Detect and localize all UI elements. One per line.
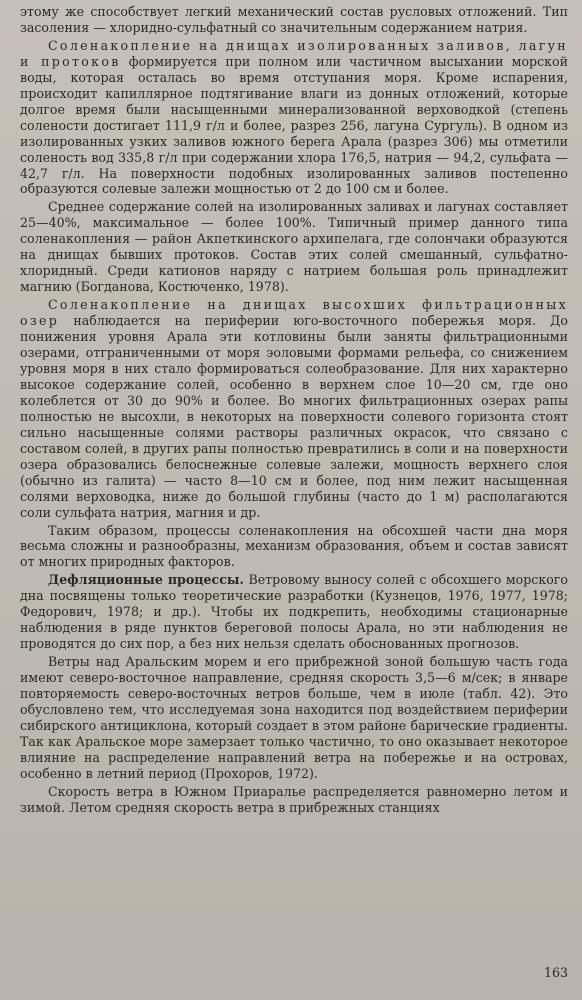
paragraph-text: Ветры над Аральским морем и его прибрежной зоной большую часть года имеют северо-восточное направление, средняя скорость 3,5—6 м/сек; в январе повторяемость северо-восточных ветров больше, чем в июле (табл. 42). Это обусловлено тем, что исследуемая зона находится под воздействием периферии сибирского антициклона, который создает в этом районе барические градиенты. Так как Аральское море замерзает только частично, то оно оказывает некоторое влияние на распределение направлений ветра на побережье и на островах, особенно в летний период (Прохоров, 1972). xyxy=(20,654,568,781)
paragraph-text: Среднее содержание солей на изолированных заливах и лагунах составляет 25—40%, максимальное — более 100%. Типичный пример данного типа соленакопления — район Акпеткинского архипелага, где солончаки образуются на днищах бывших протоков. Состав этих солей смешанный, сульфатно-хлоридный. Среди катионов наряду с натрием большая роль принадлежит магнию (Богданова, Костюченко, 1978). xyxy=(20,199,568,295)
spaced-term: Соленакопление на днищах высохших фильтрационных озер xyxy=(20,297,568,329)
spaced-term: Соленакопление на днищах изолированных заливов, лагун и протоков xyxy=(20,37,568,69)
paragraph-8 xyxy=(20,784,568,816)
paragraph-text: Ветровому выносу солей с обсохшего морского дна посвящены только теоретические разработки (Кузнецов, 1976, 1977, 1978; Федорович, 1978; и др.). Чтобы их подкрепить, необходимы стационарные наблюдения в ряде пунктов береговой полосы Арала, но эти наблюдения не проводятся до сих пор, а без них нельзя сделать обоснованных прогнозов. xyxy=(20,572,568,652)
paragraph-5 xyxy=(20,523,568,571)
paragraph-text: Скорость ветра в Южном Приаралье распределяется равномерно летом и зимой. Летом средняя скорость ветра в прибрежных станциях xyxy=(20,783,568,815)
paragraph-1 xyxy=(20,4,568,36)
page-number: 163 xyxy=(543,965,568,980)
paragraph-text: Таким образом, процессы соленакопления на обсохшей части дна моря весьма сложны и разнообразны, механизм образования, объем и состав зависят от многих природных факторов. xyxy=(20,522,568,570)
paragraph-text: этому же способствует легкий механический состав русловых отложений. Тип засоления — хлоридно-сульфатный со значительным содержанием натрия. xyxy=(20,4,568,35)
paragraph-6 xyxy=(20,572,568,652)
paragraph-2 xyxy=(20,38,568,198)
paragraph-text: наблюдается на периферии юго-восточного побережья моря. До понижения уровня Арала эти котловины были заняты фильтрационными озерами, отграниченными от моря эоловыми формами рельефа, со снижением уровня моря в них стало формироваться солеобразование. Для них характерно высокое содержание солей, особенно в верхнем слое 10—20 см, где оно колеблется от 30 до 90% и более. Во многих фильтрационных озерах рапы полностью не высохли, в некоторых на поверхности солевого горизонта стоят сильно насыщенные солями растворы различных окрасок, что связано с составом солей, в других рапы полностью превратились в соли и на поверхности озера образовались белоснежные солевые залежи, мощность верхнего слоя (обычно из галита) — часто 8—10 см и более, под ним лежит насыщенная солями верховодка, ниже до большой глубины (часто до 1 м) располагаются соли сульфата натрия, магния и др. xyxy=(20,313,568,520)
paragraph-7 xyxy=(20,654,568,782)
page-body-text xyxy=(20,4,568,816)
paragraph-3 xyxy=(20,199,568,295)
paragraph-4 xyxy=(20,297,568,520)
paragraph-text: формируется при полном или частичном высыхании морской воды, которая осталась во время отступания моря. Кроме испарения, происходит капиллярное подтягивание влаги из донных отложений, которые долгое время были насыщенными минерализованной верховодкой (степень солености достигает 111,9 г/л и более, разрез 256, лагуна Сургуль). В одном из изолированных узких заливов южного берега Арала (разрез 306) мы отметили соленость вод 335,8 г/л при содержании хлора 176,5, натрия — 94,2, сульфата — 42,7 г/л. На поверхности подобных изолированных заливов постепенно образуются солевые залежи мощностью от 2 до 100 см и более. xyxy=(20,53,569,197)
section-heading: Дефляционные процессы. xyxy=(48,572,244,588)
